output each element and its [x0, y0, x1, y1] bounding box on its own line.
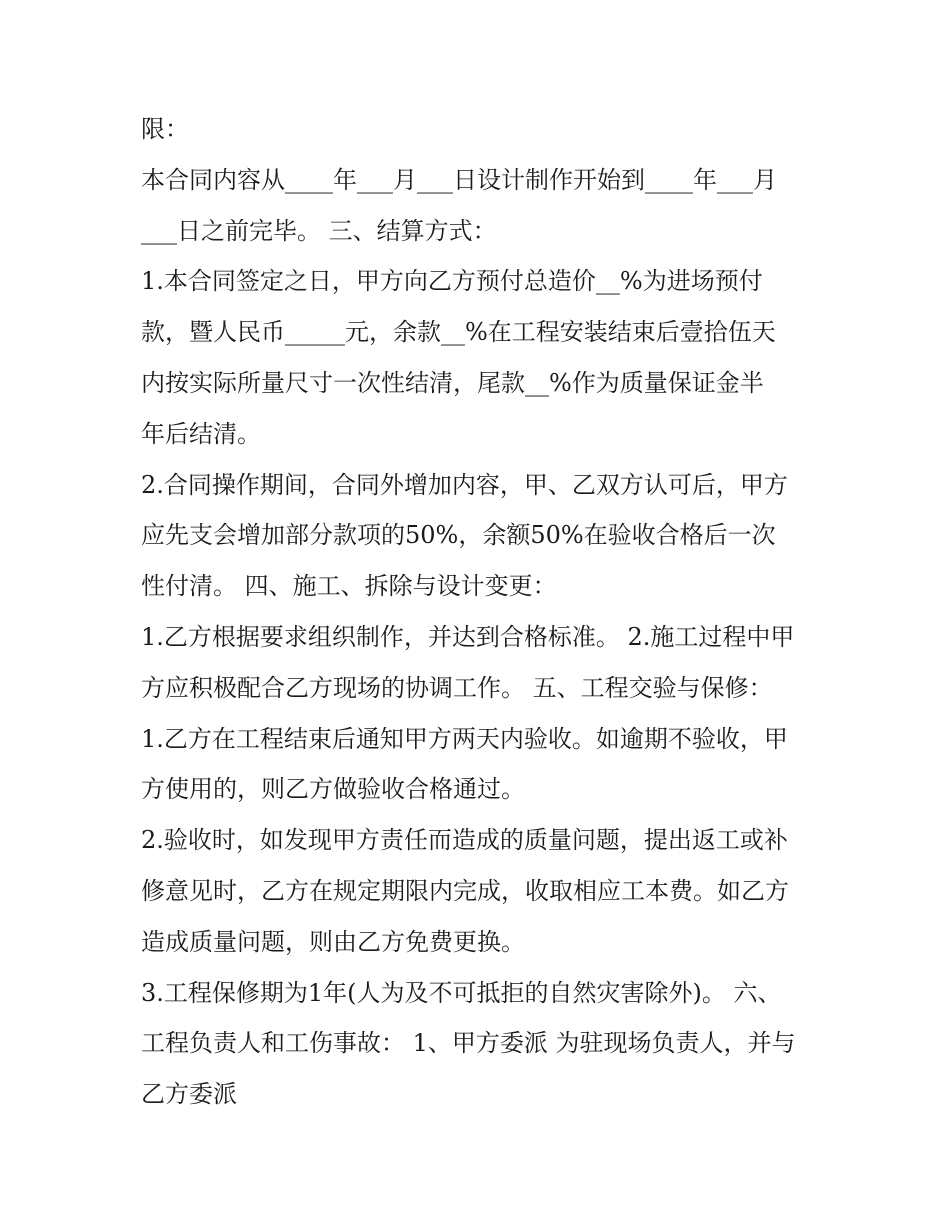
text-line-8: 2.合同操作期间，合同外增加内容，甲、乙双方认可后，甲方 — [141, 470, 788, 499]
text-line-16: 修意见时，乙方在规定期限内完成，收取相应工本费。如乙方 — [141, 876, 789, 905]
text-line-5: 款，暨人民币_____元，余款__%在工程安装结束后壹拾伍天 — [141, 318, 776, 347]
text-line-10: 性付清。 四、施工、拆除与设计变更： — [141, 572, 557, 601]
text-line-1: 限： — [141, 115, 189, 143]
text-line-15: 2.验收时，如发现甲方责任而造成的质量问题，提出返工或补 — [141, 826, 788, 855]
text-line-2: 本合同内容从____年___月___日设计制作开始到____年___月 — [141, 165, 777, 194]
document-body — [141, 104, 821, 1120]
text-line-20: 乙方委派 — [141, 1080, 237, 1109]
text-line-9: 应先支会增加部分款项的50%，余额50%在验收合格后一次 — [141, 521, 776, 550]
text-line-11: 1.乙方根据要求组织制作，并达到合格标准。 2.施工过程中甲 — [141, 622, 795, 651]
text-line-13: 1.乙方在工程结束后通知甲方两天内验收。如逾期不验收，甲 — [141, 724, 788, 753]
text-line-17: 造成质量问题，则由乙方免费更换。 — [141, 927, 525, 956]
text-line-3: ___日之前完毕。 三、结算方式： — [141, 216, 497, 245]
text-line-7: 年后结清。 — [141, 419, 261, 448]
text-line-12: 方应积极配合乙方现场的协调工作。 五、工程交验与保修： — [141, 673, 773, 702]
text-line-6: 内按实际所量尺寸一次性结清，尾款__%作为质量保证金半 — [141, 368, 764, 397]
text-line-19: 工程负责人和工伤事故： 1、甲方委派 为驻现场负责人，并与 — [141, 1029, 796, 1058]
text-line-14: 方使用的，则乙方做验收合格通过。 — [141, 775, 525, 804]
text-line-4: 1.本合同签定之日，甲方向乙方预付总造价__%为进场预付 — [141, 267, 763, 296]
text-line-18: 3.工程保修期为1年(人为及不可抵拒的自然灾害除外)。 六、 — [141, 978, 782, 1007]
